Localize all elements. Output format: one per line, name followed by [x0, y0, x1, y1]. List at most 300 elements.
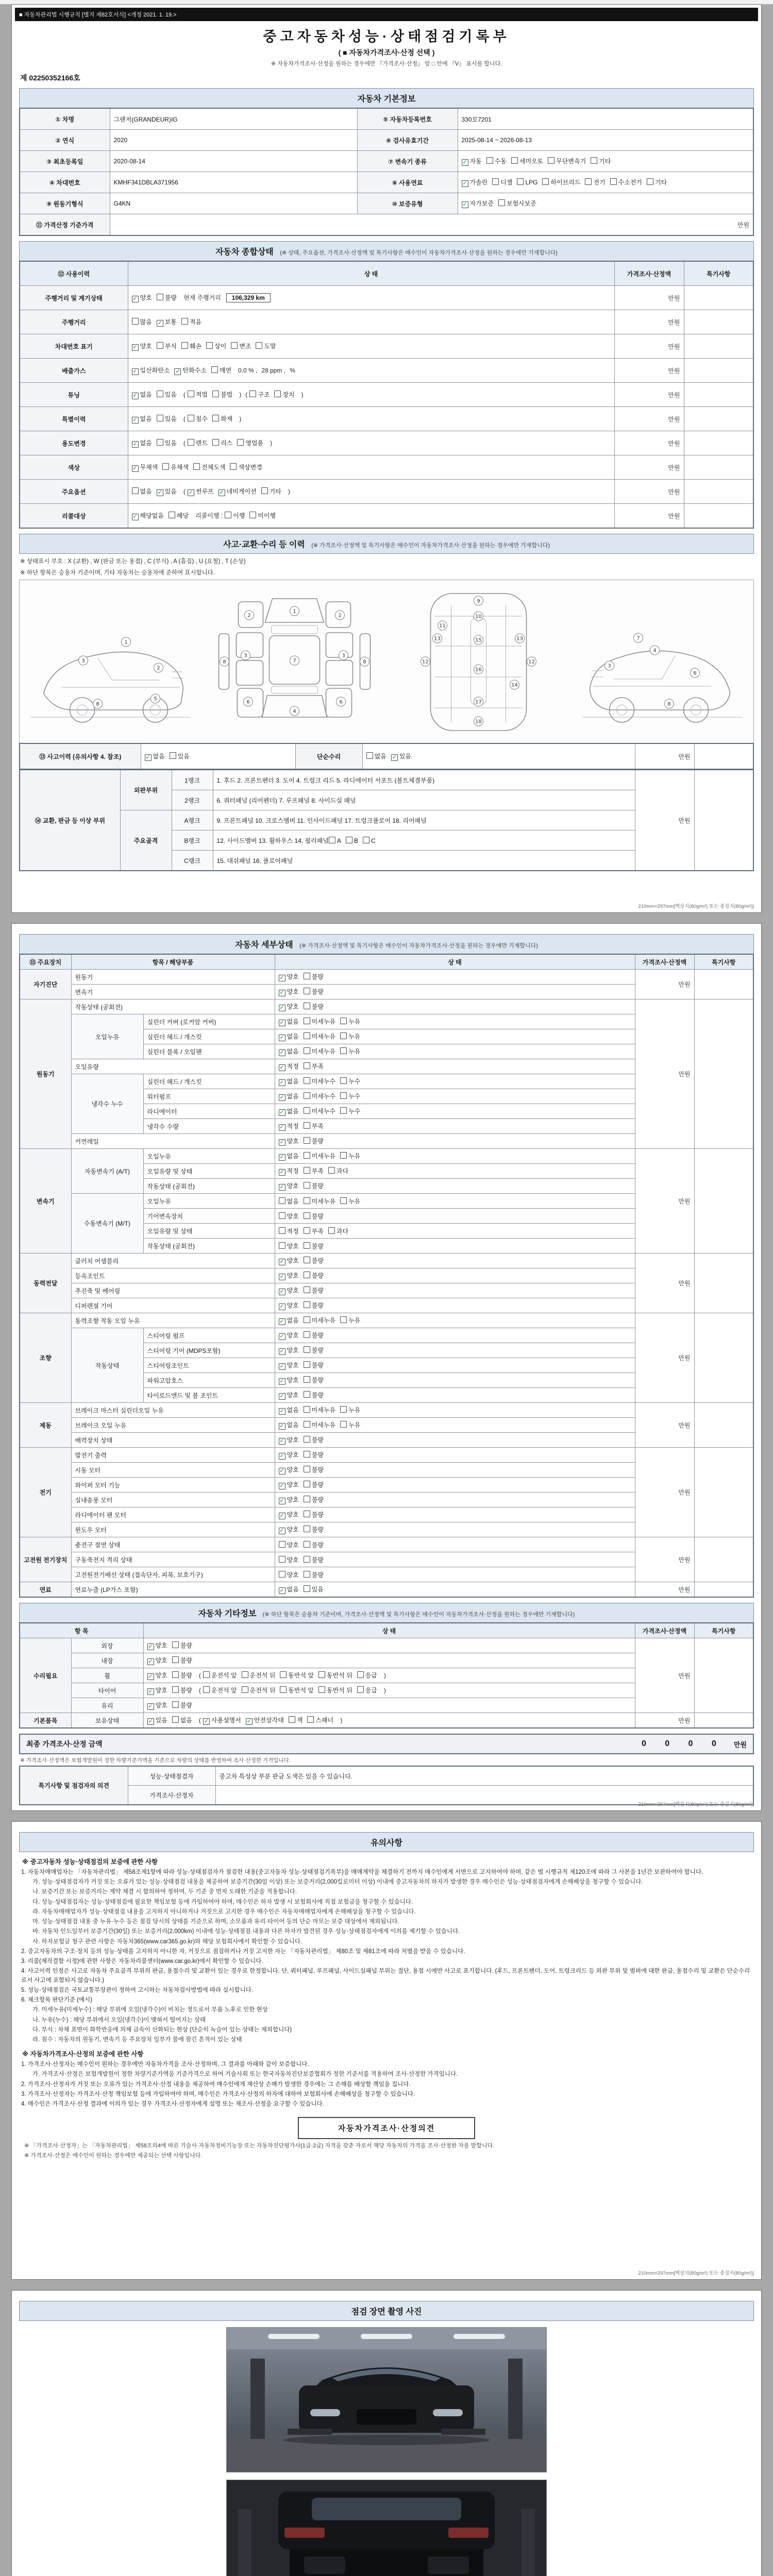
checkbox-option[interactable] [279, 1346, 299, 1355]
checkbox-option[interactable] [304, 1316, 335, 1325]
checkbox-option[interactable] [225, 511, 245, 520]
checkbox-option[interactable] [279, 1151, 299, 1161]
checkbox-option[interactable] [304, 1227, 324, 1235]
checkbox-option[interactable] [147, 1686, 167, 1695]
checkbox-icon[interactable] [328, 1167, 335, 1174]
checkbox-checked-icon[interactable]: ✓ [279, 1498, 284, 1504]
checkbox-option[interactable] [279, 1227, 299, 1235]
checkbox-option[interactable] [249, 511, 276, 520]
checkbox-option[interactable] [318, 1686, 352, 1694]
checkbox-icon[interactable] [157, 391, 163, 397]
checkbox-option[interactable] [279, 972, 299, 981]
checkbox-checked-icon[interactable]: ✓ [279, 1393, 284, 1399]
checkbox-icon[interactable] [304, 1496, 310, 1502]
checkbox-checked-icon[interactable]: ✓ [132, 368, 138, 375]
checkbox-icon[interactable] [211, 366, 218, 373]
checkbox-option[interactable] [304, 1346, 324, 1354]
checkbox-checked-icon[interactable]: ✓ [279, 1154, 284, 1160]
checkbox-checked-icon[interactable]: ✓ [188, 489, 193, 496]
checkbox-icon[interactable] [304, 1227, 310, 1234]
checkbox-icon[interactable] [157, 415, 163, 421]
checkbox-icon[interactable] [188, 415, 194, 421]
checkbox-option[interactable] [279, 1420, 299, 1430]
checkbox-option[interactable] [279, 1510, 299, 1519]
checkbox-option[interactable] [279, 1181, 299, 1191]
checkbox-icon[interactable] [329, 837, 335, 843]
checkbox-checked-icon[interactable]: ✓ [246, 1718, 251, 1724]
checkbox-option[interactable] [462, 157, 482, 166]
checkbox-icon[interactable] [169, 512, 175, 518]
checkbox-option[interactable] [147, 1671, 167, 1680]
checkbox-checked-icon[interactable]: ✓ [132, 465, 138, 471]
checkbox-icon[interactable] [318, 1671, 325, 1678]
checkbox-checked-icon[interactable]: ✓ [279, 1064, 284, 1071]
checkbox-icon[interactable] [304, 1107, 310, 1114]
checkbox-icon[interactable] [157, 294, 163, 300]
checkbox-icon[interactable] [279, 1541, 285, 1548]
checkbox-option[interactable] [304, 1137, 324, 1145]
checkbox-option[interactable] [328, 1166, 348, 1175]
checkbox-option[interactable] [279, 1435, 299, 1445]
checkbox-icon[interactable] [304, 1451, 310, 1458]
checkbox-icon[interactable] [357, 1671, 364, 1678]
checkbox-option[interactable] [279, 1286, 299, 1295]
checkbox-icon[interactable] [585, 178, 592, 185]
checkbox-icon[interactable] [304, 1346, 310, 1353]
checkbox-icon[interactable] [486, 157, 493, 164]
checkbox-option[interactable] [169, 511, 189, 520]
checkbox-option[interactable] [132, 414, 152, 423]
checkbox-icon[interactable] [318, 1686, 325, 1693]
checkbox-option[interactable] [279, 1391, 299, 1400]
checkbox-option[interactable] [279, 1032, 299, 1041]
checkbox-option[interactable] [157, 390, 177, 399]
checkbox-option[interactable] [279, 1405, 299, 1415]
checkbox-checked-icon[interactable]: ✓ [148, 1688, 153, 1694]
checkbox-icon[interactable] [304, 1436, 310, 1443]
checkbox-option[interactable] [279, 1495, 299, 1504]
checkbox-icon[interactable] [279, 1571, 285, 1578]
checkbox-checked-icon[interactable]: ✓ [148, 1658, 153, 1665]
checkbox-icon[interactable] [304, 1272, 310, 1278]
checkbox-option[interactable] [304, 1286, 324, 1295]
checkbox-icon[interactable] [261, 487, 268, 494]
checkbox-checked-icon[interactable]: ✓ [279, 1528, 284, 1534]
checkbox-checked-icon[interactable]: ✓ [279, 1483, 284, 1489]
checkbox-icon[interactable] [304, 988, 310, 994]
checkbox-icon[interactable] [279, 1242, 285, 1249]
checkbox-option[interactable] [157, 293, 177, 302]
checkbox-icon[interactable] [304, 1003, 310, 1009]
checkbox-icon[interactable] [157, 439, 163, 446]
checkbox-option[interactable] [304, 1151, 335, 1160]
checkbox-option[interactable] [279, 1077, 299, 1086]
checkbox-icon[interactable] [498, 199, 505, 206]
checkbox-icon[interactable] [328, 1227, 335, 1234]
checkbox-icon[interactable] [492, 178, 499, 185]
checkbox-option[interactable] [181, 317, 201, 326]
checkbox-option[interactable] [340, 1107, 360, 1115]
checkbox-option[interactable] [157, 317, 177, 327]
checkbox-option[interactable] [157, 438, 177, 447]
checkbox-icon[interactable] [203, 1686, 210, 1693]
checkbox-icon[interactable] [237, 439, 244, 446]
checkbox-icon[interactable] [181, 318, 188, 325]
checkbox-option[interactable] [147, 1641, 167, 1650]
checkbox-option[interactable] [340, 1405, 360, 1414]
checkbox-checked-icon[interactable]: ✓ [279, 1438, 284, 1444]
checkbox-option[interactable] [304, 1391, 324, 1399]
checkbox-option[interactable] [203, 1716, 241, 1725]
checkbox-option[interactable] [304, 1181, 324, 1190]
checkbox-icon[interactable] [346, 837, 352, 843]
checkbox-option[interactable] [304, 972, 324, 981]
checkbox-option[interactable] [548, 157, 586, 165]
checkbox-icon[interactable] [304, 1137, 310, 1144]
checkbox-icon[interactable] [280, 1671, 287, 1678]
checkbox-option[interactable] [279, 1331, 299, 1340]
checkbox-icon[interactable] [279, 1227, 285, 1234]
checkbox-option[interactable] [203, 1671, 237, 1680]
checkbox-checked-icon[interactable]: ✓ [132, 393, 138, 399]
checkbox-checked-icon[interactable]: ✓ [279, 1274, 284, 1280]
checkbox-option[interactable] [279, 1062, 299, 1071]
checkbox-option[interactable] [172, 1671, 192, 1680]
checkbox-option[interactable] [162, 463, 189, 471]
checkbox-icon[interactable] [304, 1032, 310, 1039]
checkbox-option[interactable] [304, 1122, 324, 1130]
checkbox-option[interactable] [304, 1540, 324, 1549]
checkbox-option[interactable] [304, 1585, 324, 1594]
checkbox-checked-icon[interactable]: ✓ [279, 1184, 284, 1190]
checkbox-option[interactable] [279, 1256, 299, 1265]
checkbox-icon[interactable] [172, 1671, 179, 1678]
checkbox-checked-icon[interactable]: ✓ [462, 180, 467, 187]
checkbox-icon[interactable] [279, 1212, 285, 1219]
checkbox-option[interactable] [172, 1701, 192, 1709]
checkbox-option[interactable] [304, 1555, 324, 1564]
checkbox-checked-icon[interactable]: ✓ [279, 1303, 284, 1310]
checkbox-icon[interactable] [231, 342, 238, 349]
checkbox-icon[interactable] [212, 439, 219, 446]
checkbox-icon[interactable] [172, 1701, 179, 1708]
checkbox-option[interactable] [132, 390, 152, 399]
checkbox-option[interactable] [517, 178, 537, 186]
checkbox-checked-icon[interactable]: ✓ [279, 1423, 284, 1429]
checkbox-checked-icon[interactable]: ✓ [145, 754, 150, 760]
checkbox-option[interactable] [181, 342, 201, 350]
checkbox-checked-icon[interactable]: ✓ [279, 1587, 284, 1594]
checkbox-icon[interactable] [304, 1167, 310, 1174]
checkbox-icon[interactable] [304, 1077, 310, 1084]
checkbox-icon[interactable] [304, 1092, 310, 1099]
checkbox-option[interactable] [280, 1686, 314, 1694]
checkbox-checked-icon[interactable]: ✓ [132, 344, 138, 350]
checkbox-option[interactable] [585, 178, 605, 187]
checkbox-option[interactable] [279, 1212, 299, 1221]
checkbox-icon[interactable] [517, 178, 524, 185]
checkbox-icon[interactable] [304, 1526, 310, 1532]
checkbox-icon[interactable] [610, 178, 617, 185]
checkbox-checked-icon[interactable]: ✓ [279, 1363, 284, 1369]
checkbox-icon[interactable] [242, 1686, 248, 1693]
checkbox-option[interactable] [279, 1166, 299, 1176]
checkbox-icon[interactable] [340, 1152, 347, 1159]
checkbox-icon[interactable] [304, 1541, 310, 1548]
checkbox-checked-icon[interactable]: ✓ [279, 1408, 284, 1414]
checkbox-option[interactable] [366, 752, 386, 760]
checkbox-checked-icon[interactable]: ✓ [279, 1139, 284, 1145]
checkbox-option[interactable] [304, 1077, 335, 1086]
checkbox-option[interactable] [147, 1656, 167, 1665]
checkbox-option[interactable] [132, 293, 152, 302]
checkbox-icon[interactable] [242, 1671, 248, 1678]
checkbox-option[interactable] [279, 1017, 299, 1026]
checkbox-icon[interactable] [274, 391, 281, 397]
checkbox-option[interactable] [357, 1686, 377, 1694]
checkbox-icon[interactable] [304, 1585, 310, 1592]
checkbox-option[interactable] [304, 1092, 335, 1100]
checkbox-icon[interactable] [256, 342, 262, 349]
checkbox-icon[interactable] [304, 1301, 310, 1308]
checkbox-checked-icon[interactable]: ✓ [279, 1348, 284, 1354]
checkbox-option[interactable] [340, 1077, 360, 1086]
checkbox-checked-icon[interactable]: ✓ [279, 1124, 284, 1130]
checkbox-icon[interactable] [340, 1406, 347, 1413]
checkbox-option[interactable] [280, 1671, 314, 1680]
checkbox-icon[interactable] [304, 1376, 310, 1383]
checkbox-icon[interactable] [304, 1466, 310, 1472]
checkbox-option[interactable] [188, 414, 208, 423]
checkbox-option[interactable] [219, 487, 257, 496]
checkbox-icon[interactable] [279, 1197, 285, 1204]
checkbox-icon[interactable] [511, 157, 518, 164]
checkbox-icon[interactable] [157, 342, 163, 349]
checkbox-icon[interactable] [340, 1107, 347, 1114]
checkbox-checked-icon[interactable]: ✓ [462, 201, 467, 208]
checkbox-option[interactable] [318, 1671, 352, 1680]
checkbox-icon[interactable] [304, 1421, 310, 1428]
checkbox-option[interactable] [304, 1376, 324, 1384]
checkbox-icon[interactable] [363, 837, 369, 843]
checkbox-icon[interactable] [170, 752, 176, 759]
checkbox-checked-icon[interactable]: ✓ [219, 489, 224, 496]
checkbox-option[interactable] [172, 1656, 192, 1665]
checkbox-icon[interactable] [542, 178, 549, 185]
checkbox-checked-icon[interactable]: ✓ [279, 1453, 284, 1459]
checkbox-icon[interactable] [647, 178, 653, 185]
checkbox-checked-icon[interactable]: ✓ [279, 1005, 284, 1011]
checkbox-icon[interactable] [340, 1018, 347, 1024]
checkbox-icon[interactable] [304, 1122, 310, 1129]
checkbox-option[interactable] [174, 366, 206, 375]
checkbox-option[interactable] [304, 1301, 324, 1310]
checkbox-icon[interactable] [304, 1481, 310, 1487]
checkbox-icon[interactable] [181, 342, 188, 349]
checkbox-option[interactable] [261, 487, 281, 496]
checkbox-option[interactable] [304, 1480, 324, 1489]
checkbox-icon[interactable] [132, 487, 139, 494]
checkbox-icon[interactable] [172, 1641, 179, 1648]
checkbox-option[interactable] [279, 987, 299, 996]
checkbox-icon[interactable] [289, 1716, 295, 1723]
checkbox-checked-icon[interactable]: ✓ [279, 1035, 284, 1041]
checkbox-option[interactable] [170, 752, 190, 760]
checkbox-icon[interactable] [340, 1197, 347, 1204]
checkbox-option[interactable] [289, 1716, 303, 1724]
checkbox-option[interactable] [486, 157, 507, 165]
checkbox-option[interactable] [279, 1092, 299, 1101]
checkbox-checked-icon[interactable]: ✓ [132, 296, 138, 302]
checkbox-option[interactable] [340, 1151, 360, 1160]
checkbox-option[interactable] [249, 390, 270, 399]
checkbox-icon[interactable] [172, 1716, 179, 1723]
checkbox-option[interactable] [304, 1525, 324, 1534]
checkbox-icon[interactable] [304, 1062, 310, 1069]
checkbox-option[interactable] [304, 1361, 324, 1369]
checkbox-icon[interactable] [172, 1656, 179, 1663]
checkbox-option[interactable] [340, 1197, 360, 1206]
checkbox-icon[interactable] [304, 1361, 310, 1368]
checkbox-icon[interactable] [304, 1257, 310, 1263]
checkbox-option[interactable] [647, 178, 667, 187]
checkbox-icon[interactable] [304, 1316, 310, 1323]
checkbox-icon[interactable] [172, 1686, 179, 1693]
checkbox-option[interactable] [304, 1435, 324, 1444]
checkbox-option[interactable] [279, 1450, 299, 1460]
checkbox-option[interactable] [304, 1212, 324, 1221]
checkbox-option[interactable] [132, 342, 152, 351]
checkbox-option[interactable] [304, 1495, 324, 1504]
checkbox-icon[interactable] [203, 1671, 210, 1678]
checkbox-option[interactable] [340, 1032, 360, 1041]
checkbox-icon[interactable] [304, 1212, 310, 1219]
checkbox-option[interactable] [206, 342, 226, 350]
checkbox-option[interactable] [145, 752, 165, 761]
checkbox-option[interactable] [237, 438, 263, 447]
checkbox-option[interactable] [304, 1405, 335, 1414]
checkbox-icon[interactable] [340, 1047, 347, 1054]
checkbox-option[interactable] [279, 1271, 299, 1280]
checkbox-icon[interactable] [340, 1092, 347, 1099]
checkbox-option[interactable] [279, 1242, 299, 1250]
checkbox-option[interactable] [304, 1271, 324, 1280]
checkbox-icon[interactable] [188, 439, 194, 446]
checkbox-option[interactable] [172, 1641, 192, 1650]
checkbox-checked-icon[interactable]: ✓ [279, 1318, 284, 1325]
checkbox-checked-icon[interactable]: ✓ [157, 489, 162, 496]
checkbox-icon[interactable] [132, 318, 139, 325]
checkbox-checked-icon[interactable]: ✓ [279, 1020, 284, 1026]
checkbox-icon[interactable] [304, 1197, 310, 1204]
checkbox-option[interactable] [340, 1420, 360, 1429]
checkbox-option[interactable] [279, 1585, 299, 1594]
checkbox-option[interactable] [132, 438, 152, 448]
checkbox-option[interactable] [279, 1122, 299, 1131]
checkbox-icon[interactable] [304, 1018, 310, 1024]
checkbox-option[interactable] [242, 1671, 276, 1680]
checkbox-checked-icon[interactable]: ✓ [148, 1673, 153, 1680]
checkbox-option[interactable] [304, 1420, 335, 1429]
checkbox-option[interactable] [307, 1716, 333, 1724]
checkbox-checked-icon[interactable]: ✓ [279, 975, 284, 981]
checkbox-icon[interactable] [304, 1182, 310, 1189]
checkbox-option[interactable] [212, 390, 232, 399]
checkbox-option[interactable] [340, 1017, 360, 1026]
checkbox-option[interactable] [304, 1510, 324, 1519]
checkbox-icon[interactable] [340, 1032, 347, 1039]
checkbox-checked-icon[interactable]: ✓ [148, 1718, 153, 1724]
checkbox-option[interactable] [591, 157, 611, 165]
checkbox-icon[interactable] [591, 157, 597, 164]
checkbox-option[interactable] [346, 837, 358, 844]
checkbox-icon[interactable] [366, 752, 373, 759]
checkbox-checked-icon[interactable]: ✓ [279, 1513, 284, 1519]
checkbox-option[interactable] [340, 1316, 360, 1325]
checkbox-option[interactable] [147, 1701, 167, 1710]
checkbox-option[interactable] [304, 1062, 324, 1071]
checkbox-option[interactable] [279, 1540, 299, 1549]
checkbox-option[interactable] [279, 1301, 299, 1310]
checkbox-checked-icon[interactable]: ✓ [279, 1049, 284, 1056]
checkbox-option[interactable] [279, 1361, 299, 1370]
checkbox-option[interactable] [328, 1227, 348, 1235]
checkbox-checked-icon[interactable]: ✓ [279, 1259, 284, 1265]
checkbox-option[interactable] [304, 1197, 335, 1206]
checkbox-option[interactable] [188, 390, 208, 399]
checkbox-option[interactable] [279, 1047, 299, 1056]
checkbox-option[interactable] [132, 511, 164, 520]
checkbox-option[interactable] [304, 1032, 335, 1041]
checkbox-icon[interactable] [304, 1571, 310, 1578]
checkbox-option[interactable] [498, 199, 536, 208]
checkbox-option[interactable] [304, 1256, 324, 1265]
checkbox-checked-icon[interactable]: ✓ [279, 1333, 284, 1340]
checkbox-option[interactable] [279, 1137, 299, 1146]
checkbox-icon[interactable] [304, 1511, 310, 1517]
checkbox-option[interactable] [304, 1465, 324, 1474]
checkbox-icon[interactable] [225, 512, 231, 518]
checkbox-icon[interactable] [304, 1406, 310, 1413]
checkbox-option[interactable] [610, 178, 642, 187]
checkbox-icon[interactable] [249, 391, 256, 397]
checkbox-checked-icon[interactable]: ✓ [279, 1378, 284, 1384]
checkbox-checked-icon[interactable]: ✓ [392, 754, 397, 760]
checkbox-option[interactable] [193, 463, 225, 471]
checkbox-option[interactable] [279, 1570, 299, 1579]
checkbox-checked-icon[interactable]: ✓ [204, 1718, 209, 1724]
checkbox-icon[interactable] [249, 512, 256, 518]
checkbox-option[interactable] [363, 837, 376, 844]
checkbox-option[interactable] [279, 1197, 299, 1206]
checkbox-option[interactable] [132, 366, 170, 375]
checkbox-option[interactable] [357, 1671, 377, 1680]
checkbox-option[interactable] [304, 1570, 324, 1579]
checkbox-option[interactable] [279, 1465, 299, 1475]
checkbox-option[interactable] [274, 390, 294, 399]
checkbox-option[interactable] [279, 1525, 299, 1534]
checkbox-option[interactable] [304, 1107, 335, 1115]
checkbox-option[interactable] [304, 1047, 335, 1056]
checkbox-icon[interactable] [230, 463, 237, 470]
checkbox-option[interactable] [304, 1002, 324, 1011]
checkbox-checked-icon[interactable]: ✓ [132, 417, 138, 423]
checkbox-icon[interactable] [304, 1286, 310, 1293]
checkbox-icon[interactable] [279, 1556, 285, 1563]
checkbox-option[interactable] [279, 1107, 299, 1116]
checkbox-option[interactable] [172, 1686, 192, 1694]
checkbox-icon[interactable] [357, 1686, 364, 1693]
